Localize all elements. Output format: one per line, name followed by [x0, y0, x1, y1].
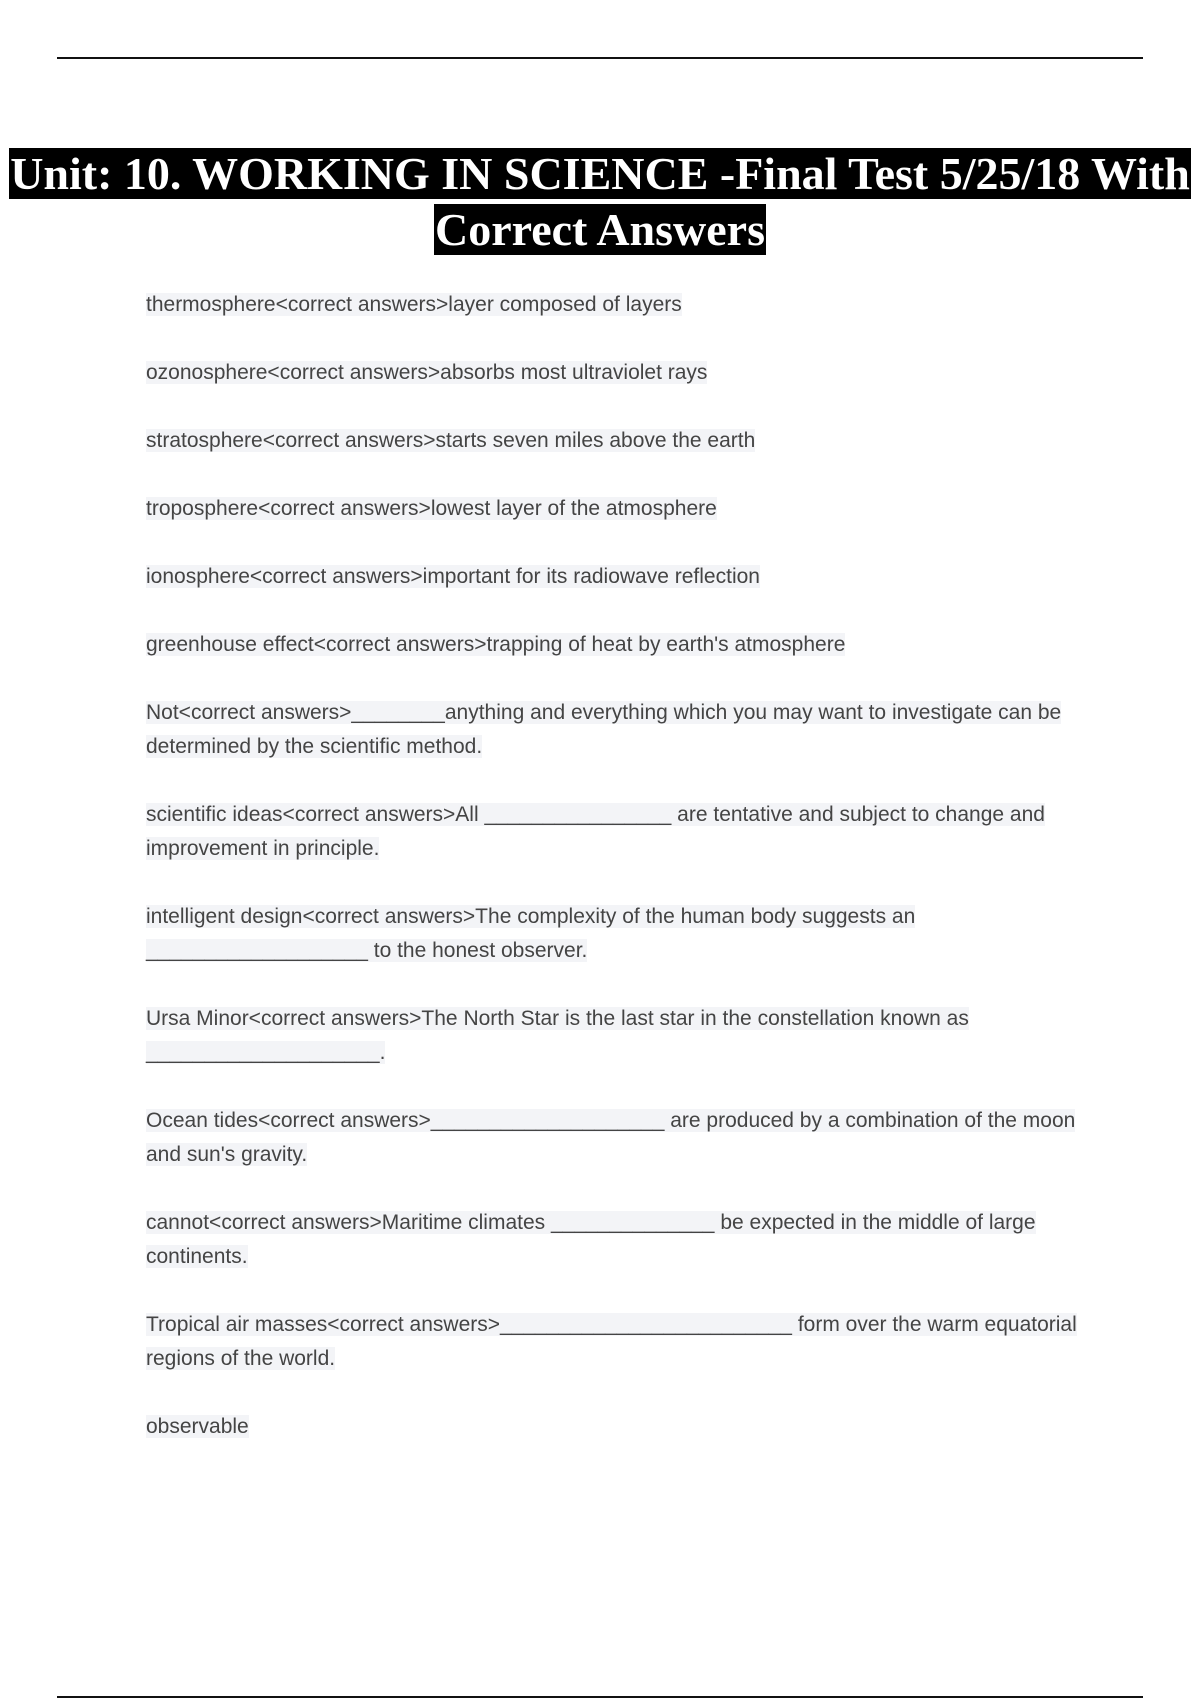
document-title: Unit: 10. WORKING IN SCIENCE -Final Test 5/25/18 With Correct Answers [10, 148, 1190, 255]
bottom-rule [57, 1696, 1143, 1698]
qa-item [146, 900, 1086, 968]
qa-item [146, 696, 1086, 764]
qa-text: scientific ideas<correct answers>All ________________ are tentative and subject to change and improvement in principle. [146, 803, 1045, 860]
qa-text: Ursa Minor<correct answers>The North Star is the last star in the constellation known as ____________________. [146, 1007, 969, 1064]
qa-text: Tropical air masses<correct answers>_________________________ form over the warm equatorial regions of the world. [146, 1313, 1077, 1370]
qa-text: ionosphere<correct answers>important for its radiowave reflection [146, 565, 760, 588]
qa-text: stratosphere<correct answers>starts seven miles above the earth [146, 429, 756, 452]
qa-text: intelligent design<correct answers>The complexity of the human body suggests an ___________________ to the honest observer. [146, 905, 916, 962]
qa-text: observable [146, 1415, 249, 1438]
qa-text: cannot<correct answers>Maritime climates ______________ be expected in the middle of large continents. [146, 1211, 1036, 1268]
qa-text: troposphere<correct answers>lowest layer of the atmosphere [146, 497, 717, 520]
qa-item [146, 288, 1086, 322]
title-block [0, 146, 1200, 258]
qa-text: greenhouse effect<correct answers>trapping of heat by earth's atmosphere [146, 633, 846, 656]
qa-list [146, 288, 1086, 1478]
qa-item [146, 1206, 1086, 1274]
qa-item [146, 628, 1086, 662]
qa-item [146, 798, 1086, 866]
qa-item [146, 1002, 1086, 1070]
qa-item [146, 560, 1086, 594]
qa-item [146, 1308, 1086, 1376]
qa-text: thermosphere<correct answers>layer composed of layers [146, 293, 682, 316]
qa-item [146, 356, 1086, 390]
qa-item [146, 1410, 1086, 1444]
top-rule [57, 57, 1143, 59]
qa-item [146, 424, 1086, 458]
qa-item [146, 1104, 1086, 1172]
qa-item [146, 492, 1086, 526]
qa-text: Ocean tides<correct answers>____________________ are produced by a combination of the moon and sun's gravity. [146, 1109, 1076, 1166]
qa-text: ozonosphere<correct answers>absorbs most ultraviolet rays [146, 361, 708, 384]
qa-text: Not<correct answers>________anything and everything which you may want to investigate can be determined by the scientific method. [146, 701, 1062, 758]
